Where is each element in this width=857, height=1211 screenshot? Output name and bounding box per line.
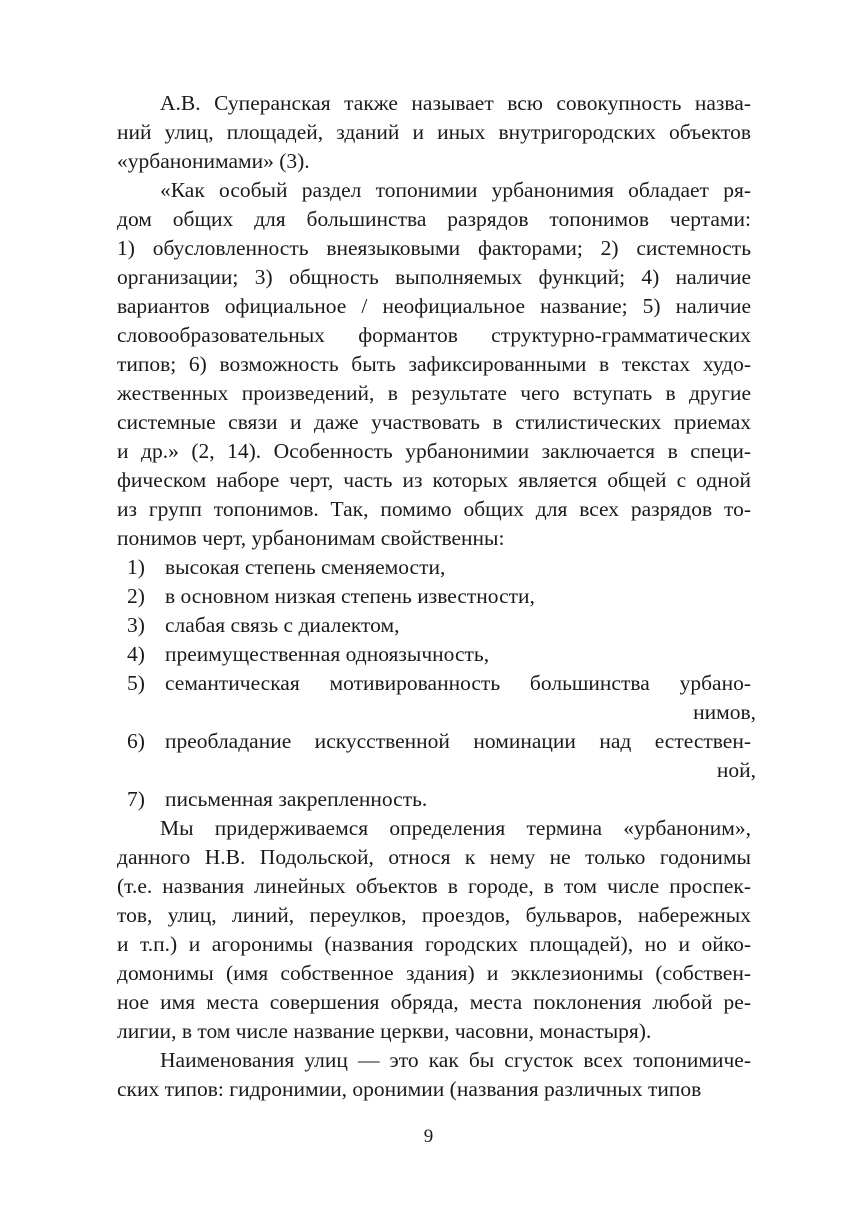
text-line: и др.» (2, 14). Особенность урбанонимии заключается в специ-	[117, 439, 751, 463]
list-item	[122, 553, 751, 582]
list-item-text: слабая связь с диалектом,	[165, 613, 400, 637]
list-item-number: 6)	[127, 729, 145, 753]
text-line: дом общих для большинства разрядов топонимов чертами:	[117, 207, 751, 231]
list-item	[122, 669, 756, 727]
list-item-number: 2)	[127, 584, 145, 608]
text-line: данного Н.В. Подольской, относя к нему не только годонимы	[117, 845, 751, 869]
list-item-text: высокая степень сменяемости,	[165, 555, 446, 579]
text-line: вариантов официальное / неофициальное название; 5) наличие	[117, 294, 751, 318]
paragraph-2	[117, 176, 751, 553]
text-line: ное имя места совершения обряда, места поклонения любой ре-	[117, 990, 751, 1014]
text-line: из групп топонимов. Так, помимо общих для всех разрядов то-	[117, 497, 751, 521]
list-item	[122, 640, 751, 669]
text-line: Наименования улиц — это как бы сгусток всех топонимиче-	[160, 1048, 751, 1072]
text-line: 1) обусловленность внеязыковыми факторами; 2) системность	[117, 236, 751, 260]
list-item	[122, 611, 751, 640]
text-line: организации; 3) общность выполняемых функций; 4) наличие	[117, 265, 751, 289]
numbered-list	[117, 553, 756, 814]
paragraph-1	[117, 89, 751, 176]
list-item-number: 1)	[127, 555, 145, 579]
list-item	[122, 727, 756, 785]
text-line: системные связи и даже участвовать в стилистических приемах	[117, 410, 751, 434]
list-item-text: в основном низкая степень известности,	[165, 584, 535, 608]
paragraph-4	[117, 1046, 751, 1104]
list-item-text: письменная закрепленность.	[165, 787, 428, 811]
list-item-text: семантическая мотивированность большинства урбано-	[165, 671, 751, 695]
text-line: Мы придерживаемся определения термина «урбаноним»,	[160, 816, 751, 840]
list-item-text: нимов,	[693, 700, 756, 724]
list-item-number: 5)	[127, 671, 145, 695]
text-line: типов; 6) возможность быть зафиксированными в текстах худо-	[117, 352, 751, 376]
list-item-number: 4)	[127, 642, 145, 666]
text-line: лигии, в том числе название церкви, часовни, монастыря).	[117, 1019, 652, 1043]
text-line: словообразовательных формантов структурно-грамматических	[117, 323, 751, 347]
text-line: (т.е. названия линейных объектов в городе, в том числе проспек-	[117, 874, 751, 898]
text-line: домонимы (имя собственное здания) и экклезионимы (собствен-	[117, 961, 751, 985]
text-line: и т.п.) и агоронимы (названия городских площадей), но и ойко-	[117, 932, 751, 956]
text-line: фическом наборе черт, часть из которых является общей с одной	[117, 468, 751, 492]
text-line: ний улиц, площадей, зданий и иных внутригородских объектов	[117, 120, 751, 144]
list-item-text: преобладание искусственной номинации над естествен-	[165, 729, 751, 753]
page-body	[117, 89, 756, 1104]
list-item-number: 3)	[127, 613, 145, 637]
text-line: «Как особый раздел топонимии урбанонимия обладает ря-	[160, 178, 751, 202]
text-line: жественных произведений, в результате чего вступать в другие	[117, 381, 751, 405]
list-item-text: преимущественная одноязычность,	[165, 642, 490, 666]
list-item	[122, 582, 751, 611]
list-item	[122, 785, 751, 814]
text-line: «урбанонимами» (3).	[117, 149, 310, 173]
text-line: А.В. Суперанская также называет всю совокупность назва-	[160, 91, 751, 115]
text-line: ских типов: гидронимии, оронимии (названия различных типов	[117, 1077, 702, 1101]
page-number: 9	[423, 1126, 434, 1147]
list-item-text: ной,	[716, 758, 756, 782]
text-line: понимов черт, урбанонимам свойственны:	[117, 526, 505, 550]
text-line: тов, улиц, линий, переулков, проездов, бульваров, набережных	[117, 903, 751, 927]
list-item-number: 7)	[127, 787, 145, 811]
paragraph-3	[117, 814, 751, 1046]
